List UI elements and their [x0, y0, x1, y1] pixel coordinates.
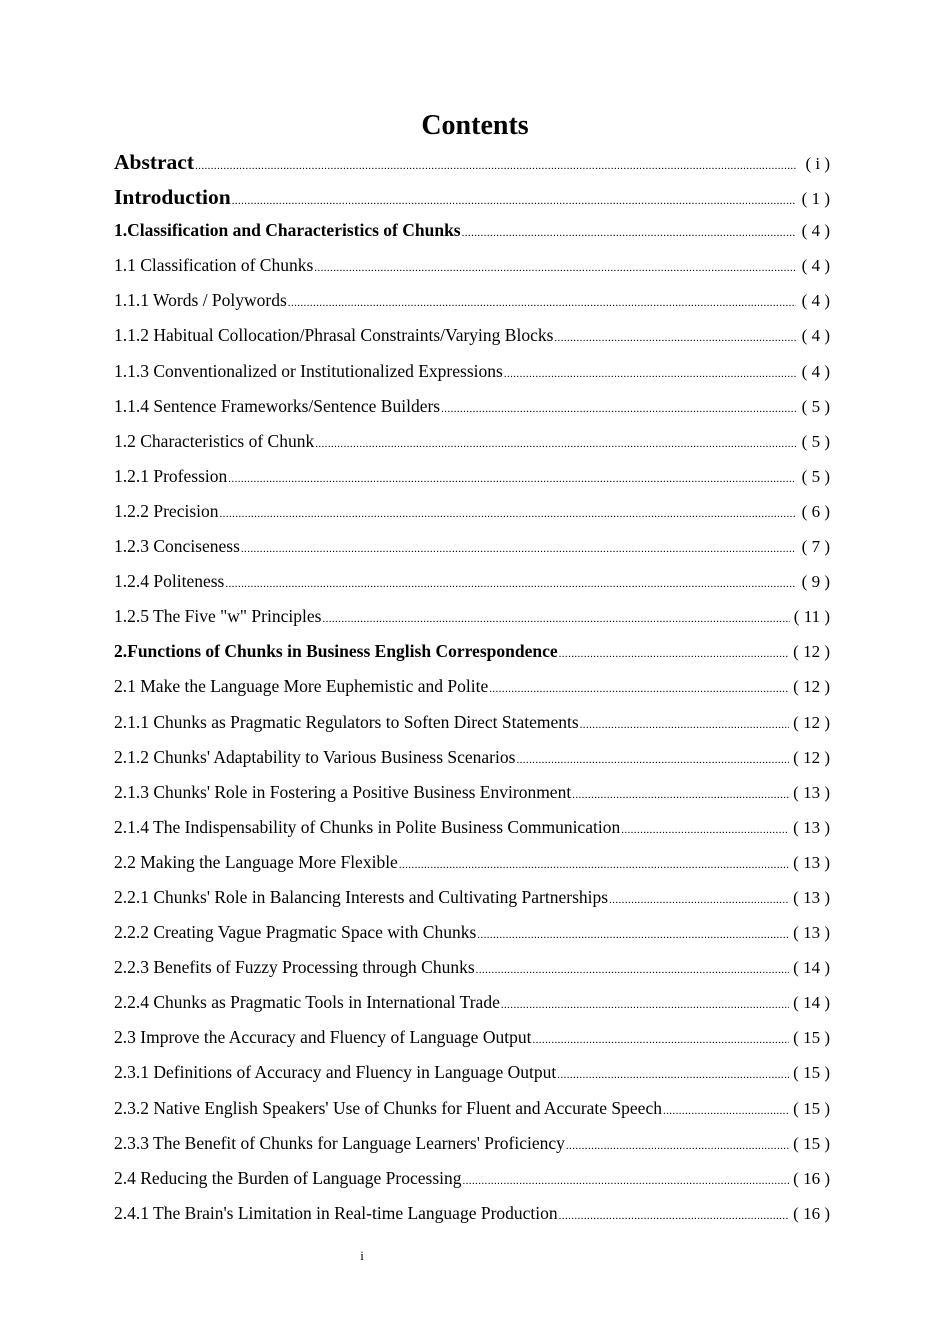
toc-entry-title: 2.Functions of Chunks in Business English Correspondence — [114, 641, 558, 662]
toc-entry-title: 1.1.4 Sentence Frameworks/Sentence Builders — [114, 395, 441, 416]
toc-dot-leader — [220, 508, 796, 520]
toc-entry-page: ( 13 ) — [793, 887, 830, 907]
toc-entry[interactable] — [114, 361, 830, 396]
toc-entry-title: 2.3.3 The Benefit of Chunks for Language Learners' Proficiency — [114, 1132, 565, 1153]
toc-entry[interactable] — [114, 396, 830, 431]
toc-dot-leader — [476, 964, 790, 976]
toc-entry[interactable] — [114, 1062, 830, 1097]
toc-entry[interactable] — [114, 676, 830, 711]
toc-entry[interactable] — [114, 255, 830, 290]
toc-dot-leader — [663, 1105, 789, 1117]
toc-entry[interactable] — [114, 150, 830, 185]
toc-entry-page: ( i ) — [805, 154, 830, 173]
toc-entry[interactable] — [114, 290, 830, 325]
toc-dot-leader — [566, 1140, 789, 1152]
toc-entry-page: ( 12 ) — [793, 712, 830, 732]
toc-entry-page: ( 16 ) — [793, 1168, 830, 1188]
toc-entry[interactable] — [114, 1203, 830, 1238]
toc-entry-title: 2.4 Reducing the Burden of Language Processing — [114, 1167, 462, 1188]
toc-entry[interactable] — [114, 957, 830, 992]
toc-dot-leader — [559, 1210, 790, 1222]
toc-entry-page: ( 5 ) — [801, 431, 830, 451]
toc-entry-page: ( 7 ) — [801, 537, 830, 557]
toc-dot-leader — [463, 1175, 790, 1187]
toc-entry-title: 1.1.2 Habitual Collocation/Phrasal Constraints/Varying Blocks — [114, 325, 554, 346]
toc-entry-page: ( 12 ) — [793, 747, 830, 767]
toc-entry[interactable] — [114, 747, 830, 782]
toc-entry-page: ( 5 ) — [801, 396, 830, 416]
toc-entry-page: ( 15 ) — [793, 1063, 830, 1083]
toc-entry-title: Abstract — [114, 150, 195, 174]
toc-entry-title: 2.1.3 Chunks' Role in Fostering a Positive Business Environment — [114, 781, 572, 802]
toc-entry-page: ( 15 ) — [793, 1028, 830, 1048]
toc-entry-title: 1.1 Classification of Chunks — [114, 255, 314, 276]
toc-entry[interactable] — [114, 431, 830, 466]
toc-entry[interactable] — [114, 501, 830, 536]
toc-entry-page: ( 13 ) — [793, 923, 830, 943]
toc-entry-title: 2.1.2 Chunks' Adaptability to Various Business Scenarios — [114, 746, 516, 767]
toc-entry-title: 2.3.1 Definitions of Accuracy and Fluency in Language Output — [114, 1062, 557, 1083]
toc-entry[interactable] — [114, 1027, 830, 1062]
toc-entry-title: 2.1.4 The Indispensability of Chunks in Polite Business Communication — [114, 816, 621, 837]
toc-entry-title: 1.2 Characteristics of Chunk — [114, 430, 315, 451]
toc-entry-page: ( 4 ) — [801, 326, 830, 346]
toc-dot-leader — [225, 578, 796, 590]
toc-dot-leader — [572, 789, 789, 801]
toc-entry-page: ( 13 ) — [793, 782, 830, 802]
toc-entry-page: ( 12 ) — [793, 642, 830, 662]
toc-dot-leader — [580, 719, 790, 731]
toc-entry-page: ( 13 ) — [793, 852, 830, 872]
toc-entry-title: 2.4.1 The Brain's Limitation in Real-time Language Production — [114, 1202, 558, 1223]
toc-entry-page: ( 1 ) — [801, 189, 830, 209]
toc-dot-leader — [516, 754, 789, 766]
toc-entry-page: ( 6 ) — [801, 501, 830, 521]
toc-entry-page: ( 4 ) — [801, 361, 830, 381]
toc-entry-title: 2.2.2 Creating Vague Pragmatic Space with Chunks — [114, 922, 477, 943]
toc-entry-title: 2.3.2 Native English Speakers' Use of Chunks for Fluent and Accurate Speech — [114, 1097, 662, 1118]
toc-entry-page: ( 11 ) — [793, 607, 830, 627]
footer-page-number: i — [360, 1248, 364, 1263]
toc-entry-page: ( 12 ) — [793, 677, 830, 697]
toc-dot-leader — [228, 473, 796, 485]
toc-dot-leader — [559, 648, 790, 660]
toc-entry-page: ( 15 ) — [793, 1133, 830, 1153]
toc-entry-page: ( 9 ) — [801, 572, 830, 592]
toc-dot-leader — [609, 894, 789, 906]
toc-entry[interactable] — [114, 1098, 830, 1133]
toc-dot-leader — [322, 613, 789, 625]
toc-entry-title: 2.2 Making the Language More Flexible — [114, 851, 398, 872]
toc-entry[interactable] — [114, 922, 830, 957]
toc-dot-leader — [232, 195, 796, 207]
toc-entry-title: 2.1.1 Chunks as Pragmatic Regulators to Soften Direct Statements — [114, 711, 579, 732]
toc-entry[interactable] — [114, 466, 830, 501]
toc-entry-title: 2.2.1 Chunks' Role in Balancing Interests and Cultivating Partnerships — [114, 886, 609, 907]
toc-entry[interactable] — [114, 641, 830, 676]
toc-entry[interactable] — [114, 571, 830, 606]
toc-entry[interactable] — [114, 536, 830, 571]
toc-entry-page: ( 16 ) — [793, 1203, 830, 1223]
toc-entry[interactable] — [114, 325, 830, 360]
toc-dot-leader — [557, 1069, 789, 1081]
toc-entry-page: ( 14 ) — [793, 993, 830, 1013]
toc-dot-leader — [462, 227, 796, 239]
toc-entry-title: 1.1.3 Conventionalized or Institutionalized Expressions — [114, 360, 503, 381]
toc-entry-page: ( 4 ) — [801, 291, 830, 311]
toc-dot-leader — [288, 297, 796, 309]
toc-dot-leader — [441, 403, 796, 415]
toc-dot-leader — [399, 859, 789, 871]
table-of-contents — [114, 150, 830, 1238]
toc-entry-title: 2.1 Make the Language More Euphemistic and Polite — [114, 676, 489, 697]
toc-entry[interactable] — [114, 606, 830, 641]
toc-entry-page: ( 13 ) — [793, 817, 830, 837]
toc-entry-title: 1.1.1 Words / Polywords — [114, 290, 287, 311]
toc-entry-page: ( 4 ) — [801, 221, 830, 241]
toc-entry[interactable] — [114, 220, 830, 255]
toc-entry-page: ( 14 ) — [793, 958, 830, 978]
toc-entry-title: Introduction — [114, 185, 231, 210]
toc-dot-leader — [315, 438, 796, 450]
toc-dot-leader — [532, 1034, 789, 1046]
toc-entry[interactable] — [114, 712, 830, 747]
toc-entry-page: ( 15 ) — [793, 1098, 830, 1118]
toc-dot-leader — [554, 332, 796, 344]
toc-entry[interactable] — [114, 887, 830, 922]
toc-dot-leader — [241, 543, 796, 555]
toc-dot-leader — [621, 824, 789, 836]
toc-entry[interactable] — [114, 852, 830, 887]
toc-dot-leader — [501, 999, 789, 1011]
toc-entry[interactable] — [114, 992, 830, 1027]
toc-entry[interactable] — [114, 1168, 830, 1203]
toc-dot-leader — [489, 683, 789, 695]
toc-entry-title: 1.2.5 The Five "w" Principles — [114, 606, 322, 627]
toc-dot-leader — [477, 929, 789, 941]
toc-entry[interactable] — [114, 782, 830, 817]
toc-entry-page: ( 5 ) — [801, 466, 830, 486]
toc-entry-title: 2.3 Improve the Accuracy and Fluency of Language Output — [114, 1027, 532, 1048]
toc-entry[interactable] — [114, 817, 830, 852]
toc-entry-title: 2.2.4 Chunks as Pragmatic Tools in International Trade — [114, 992, 500, 1013]
page-title: Contents — [421, 110, 529, 141]
toc-entry[interactable] — [114, 1133, 830, 1168]
toc-dot-leader — [504, 368, 796, 380]
toc-entry-title: 1.2.3 Conciseness — [114, 536, 240, 557]
toc-dot-leader — [314, 262, 796, 274]
toc-entry-title: 2.2.3 Benefits of Fuzzy Processing through Chunks — [114, 957, 475, 978]
toc-entry-title: 1.2.1 Profession — [114, 465, 228, 486]
toc-dot-leader — [195, 160, 796, 172]
toc-entry-title: 1.2.4 Politeness — [114, 571, 225, 592]
toc-entry[interactable] — [114, 185, 830, 220]
toc-entry-page: ( 4 ) — [801, 256, 830, 276]
toc-entry-title: 1.Classification and Characteristics of Chunks — [114, 220, 461, 241]
toc-entry-title: 1.2.2 Precision — [114, 500, 219, 521]
